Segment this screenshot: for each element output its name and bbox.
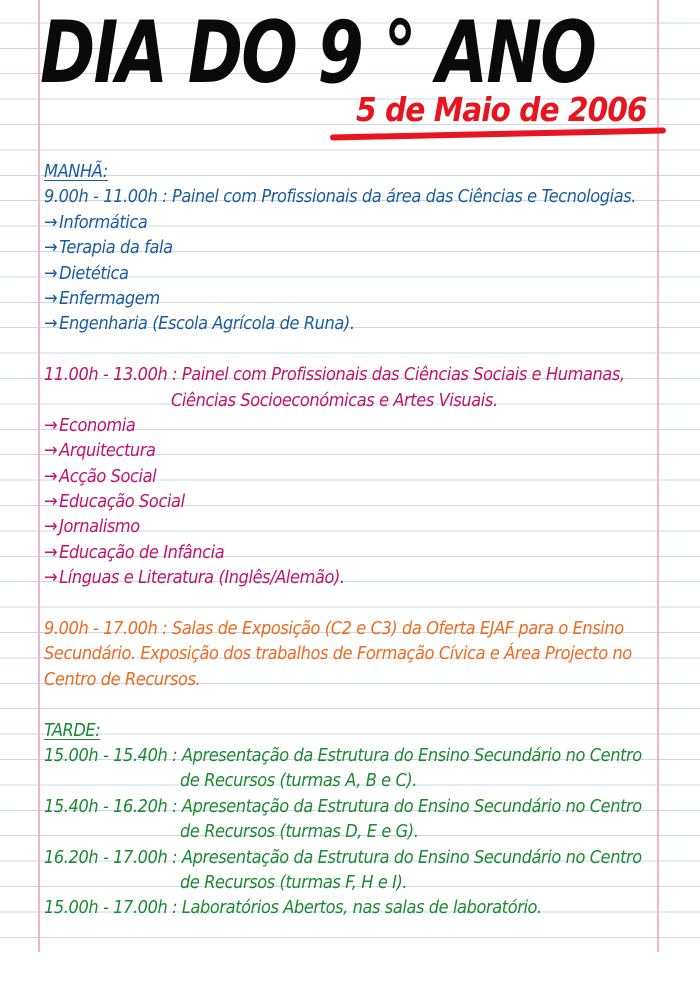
afternoon-entry-cont: de Recursos (turmas A, B e C). xyxy=(180,770,418,792)
afternoon-entry-cont: de Recursos (turmas D, E e G). xyxy=(180,821,419,843)
arrow-icon: → xyxy=(44,262,58,284)
morning-session-2: 11.00h - 13.00h : Painel com Profissionais das Ciências Sociais e Humanas, xyxy=(44,364,625,386)
arrow-icon: → xyxy=(44,313,58,335)
list-item: → Arquitectura xyxy=(44,440,156,462)
page-bottom xyxy=(0,952,700,994)
list-item: → Terapia da fala xyxy=(44,237,173,259)
list-item: → Jornalismo xyxy=(44,516,140,538)
morning-session-1: 9.00h - 11.00h : Painel com Profissionais da área das Ciências e Tecnologias. xyxy=(44,186,637,208)
exhibition-line: Secundário. Exposição dos trabalhos de Formação Cívica e Área Projecto no xyxy=(44,643,632,665)
arrow-icon: → xyxy=(44,491,58,513)
list-item: → Dietética xyxy=(44,262,129,284)
afternoon-entry-cont: de Recursos (turmas F, H e I). xyxy=(180,871,408,893)
morning-session-2-cont: Ciências Socioeconómicas e Artes Visuais. xyxy=(171,389,498,411)
left-margin-line xyxy=(38,0,40,952)
event-date: 5 de Maio de 2006 xyxy=(356,90,647,129)
list-item: → Economia xyxy=(44,414,136,436)
exhibition-line: 9.00h - 17.00h : Salas de Exposição (C2 e C3) da Oferta EJAF para o Ensino xyxy=(44,618,624,640)
afternoon-entry: 15.00h - 15.40h : Apresentação da Estrutura do Ensino Secundário no Centro xyxy=(44,744,642,766)
afternoon-entry: 15.40h - 16.20h : Apresentação da Estrutura do Ensino Secundário no Centro xyxy=(44,795,642,817)
afternoon-heading: TARDE: xyxy=(44,719,101,741)
arrow-icon: → xyxy=(44,567,58,589)
arrow-icon: → xyxy=(44,465,58,487)
exhibition-line: Centro de Recursos. xyxy=(44,668,201,690)
list-item: → Informática xyxy=(44,211,148,233)
list-item: → Línguas e Literatura (Inglês/Alemão). xyxy=(44,567,345,589)
arrow-icon: → xyxy=(44,440,58,462)
arrow-icon: → xyxy=(44,516,58,538)
arrow-icon: → xyxy=(44,237,58,259)
schedule xyxy=(44,159,664,921)
list-item: → Educação de Infância xyxy=(44,541,225,563)
list-item: → Acção Social xyxy=(44,465,157,487)
list-item: → Engenharia (Escola Agrícola de Runa). xyxy=(44,313,355,335)
afternoon-labs: 15.00h - 17.00h : Laboratórios Abertos, nas salas de laboratório. xyxy=(44,897,542,919)
list-item: → Enfermagem xyxy=(44,287,160,309)
afternoon-entry: 16.20h - 17.00h : Apresentação da Estrutura do Ensino Secundário no Centro xyxy=(44,846,642,868)
arrow-icon: → xyxy=(44,211,58,233)
arrow-icon: → xyxy=(44,414,58,436)
morning-heading: MANHÃ: xyxy=(44,161,108,182)
arrow-icon: → xyxy=(44,287,58,309)
page-title: DIA DO 9 ° ANO xyxy=(40,3,596,103)
arrow-icon: → xyxy=(44,541,58,563)
list-item: → Educação Social xyxy=(44,491,185,513)
